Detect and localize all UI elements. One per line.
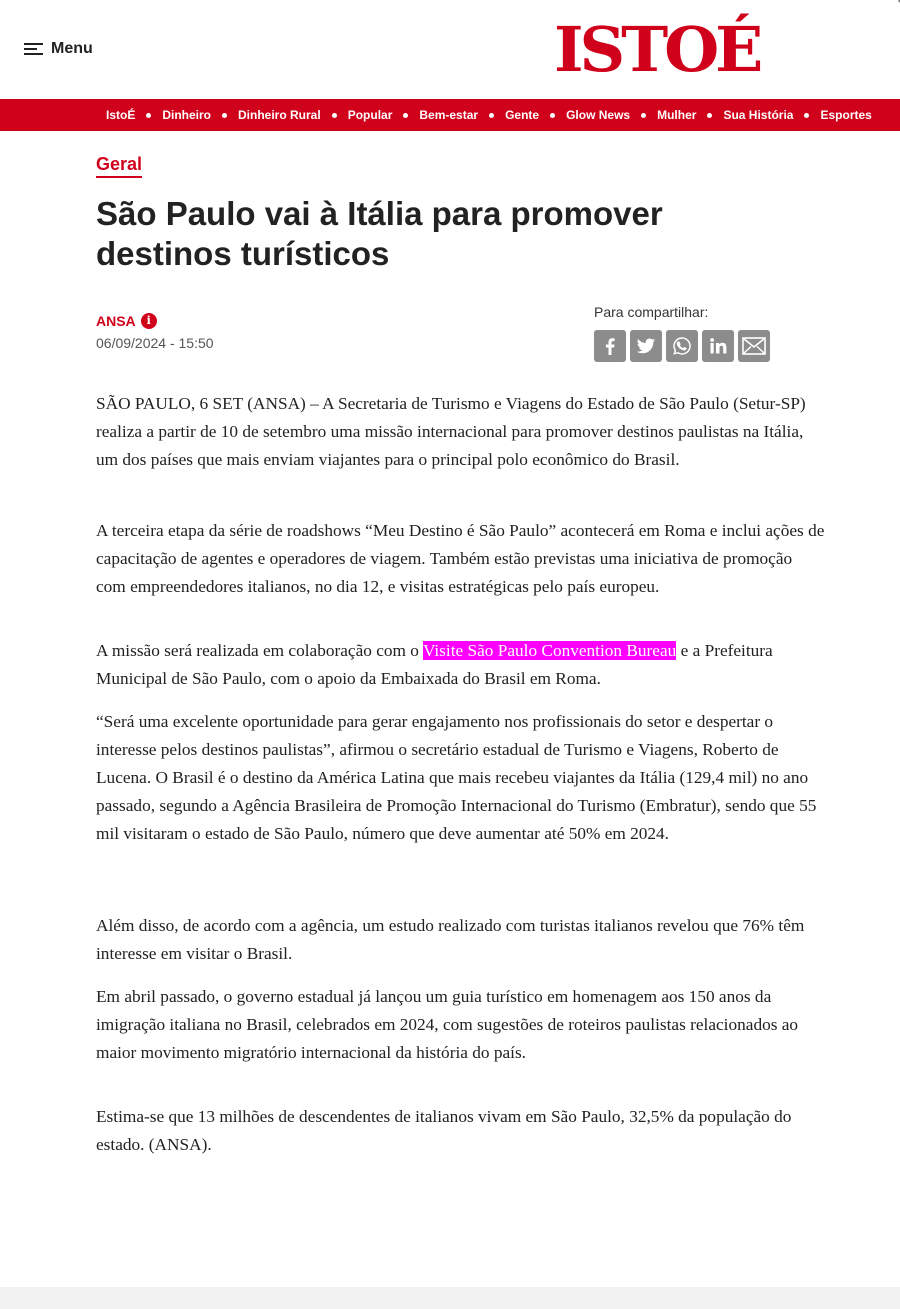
- article-category[interactable]: Geral: [96, 153, 142, 178]
- nav-separator: [707, 113, 712, 118]
- article-title: São Paulo vai à Itália para promover destinos turísticos: [96, 195, 663, 272]
- share-twitter-button[interactable]: [630, 330, 662, 362]
- nav-item[interactable]: IstoÉ: [106, 108, 136, 122]
- nav-item[interactable]: Popular: [347, 108, 393, 122]
- share-whatsapp-button[interactable]: [666, 330, 698, 362]
- article-paragraph: Em abril passado, o governo estadual já lançou um guia turístico em homenagem aos 150 anos da imigração italiana no Brasil, celebrados em 2024, com sugestões de roteiros paulistas relacionados ao maior movimento migratório internacional da história do país.: [96, 987, 799, 1062]
- whatsapp-icon: [671, 335, 693, 357]
- menu-button[interactable]: [24, 40, 93, 58]
- share-label: Para compartilhar:: [594, 304, 709, 320]
- linkedin-icon: [708, 336, 728, 356]
- twitter-icon: [636, 336, 656, 356]
- share-linkedin-button[interactable]: [702, 330, 734, 362]
- email-icon: [742, 337, 766, 355]
- share-section: [594, 304, 770, 362]
- article-paragraph: Além disso, de acordo com a agência, um estudo realizado com turistas italianos revelou que 76% têm interesse em visitar o Brasil.: [96, 916, 805, 963]
- share-facebook-button[interactable]: [594, 330, 626, 362]
- nav-separator: [332, 113, 337, 118]
- nav-item[interactable]: Mulher: [657, 108, 697, 122]
- nav-item[interactable]: Sua História: [723, 108, 794, 122]
- nav-item[interactable]: Dinheiro: [162, 108, 212, 122]
- nav-separator: [146, 113, 151, 118]
- site-logo[interactable]: ISTOÉ: [554, 13, 760, 86]
- footer-strip: [0, 1287, 900, 1309]
- nav-item[interactable]: Esportes: [820, 108, 872, 122]
- article-date: 06/09/2024 - 15:50: [96, 335, 214, 351]
- site-header: [0, 0, 900, 100]
- article-paragraph: [96, 637, 826, 693]
- paragraph-text: e a Prefeitura Municipal de São Paulo, com o apoio da Embaixada do Brasil em Roma.: [96, 641, 773, 688]
- nav-separator: [403, 113, 408, 118]
- share-email-button[interactable]: [738, 330, 770, 362]
- article-author[interactable]: ANSA: [96, 313, 136, 329]
- nav-separator: [222, 113, 227, 118]
- nav-separator: [489, 113, 494, 118]
- visite-sao-paulo-link[interactable]: Visite São Paulo Convention Bureau: [422, 641, 677, 660]
- nav-item[interactable]: Gente: [505, 108, 540, 122]
- nav-separator: [641, 113, 646, 118]
- paragraph-text: A missão será realizada em colaboração com o: [96, 641, 423, 660]
- article-paragraph: Estima-se que 13 milhões de descendentes de italianos vivam em São Paulo, 32,5% da população do estado. (ANSA).: [96, 1107, 792, 1154]
- nav-item[interactable]: Dinheiro Rural: [238, 108, 321, 122]
- info-icon[interactable]: i: [141, 313, 157, 329]
- article-paragraph: SÃO PAULO, 6 SET (ANSA) – A Secretaria de Turismo e Viagens do Estado de São Paulo (Setur-SP) realiza a partir de 10 de setembro uma missão internacional para promover destinos paulistas na Itália, um dos países que mais enviam viajantes para o principal polo econômico do Brasil.: [96, 394, 806, 469]
- nav-item[interactable]: Glow News: [566, 108, 631, 122]
- nav-separator: [804, 113, 809, 118]
- article-byline: [96, 313, 214, 351]
- nav-item[interactable]: Bem-estar: [419, 108, 479, 122]
- nav-separator: [550, 113, 555, 118]
- menu-label: Menu: [51, 40, 93, 57]
- section-nav: [0, 99, 900, 131]
- corner-mark: ': [898, 0, 900, 10]
- section-nav-list: [106, 99, 872, 131]
- hamburger-icon: [24, 42, 43, 56]
- article-paragraph: A terceira etapa da série de roadshows “Meu Destino é São Paulo” acontecerá em Roma e inclui ações de capacitação de agentes e operadores de viagem. Também estão previstas uma iniciativa de promoção com empreendedores italianos, no dia 12, e visitas estratégicas pelo país europeu.: [96, 521, 825, 596]
- facebook-icon: [600, 336, 620, 356]
- article-paragraph: “Será uma excelente oportunidade para gerar engajamento nos profissionais do setor e despertar o interesse pelos destinos paulistas”, afirmou o secretário estadual de Turismo e Viagens, Roberto de Lucena. O Brasil é o destino da América Latina que mais recebeu viajantes da Itália (129,4 mil) no ano passado, segundo a Agência Brasileira de Promoção Internacional do Turismo (Embratur), sendo que 55 mil visitaram o estado de São Paulo, número que deve aumentar até 50% em 2024.: [96, 712, 817, 843]
